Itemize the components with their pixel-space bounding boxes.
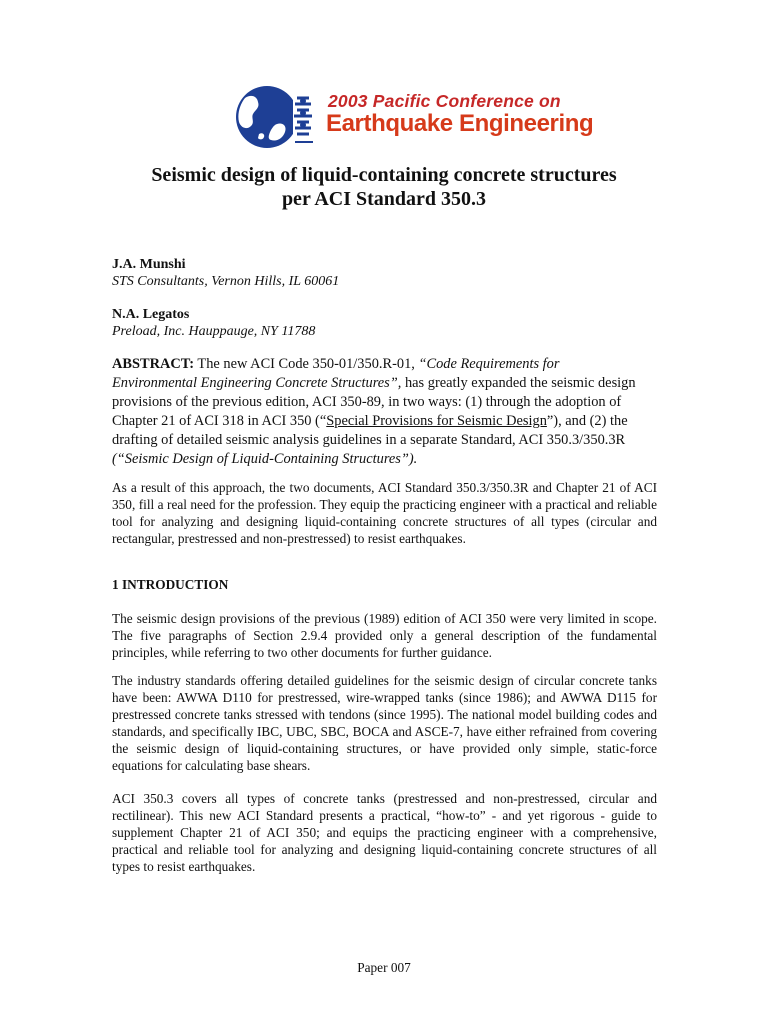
paper-title	[0, 163, 768, 211]
logo-line-1: 2003 Pacific Conference on	[328, 91, 561, 111]
author-name: J.A. Munshi	[112, 257, 186, 272]
author-1	[112, 256, 339, 290]
body-paragraph: The industry standards offering detailed guidelines for the seismic design of circular concrete tanks have been: AWWA D110 for prestressed, wire-wrapped tanks (since 1986); and AWWA D115 for prestressed concrete tanks stressed with tendons (since 1995). The national model building codes and standards, and specifically IBC, UBC, SBC, BOCA and ASCE-7, have either refrained from covering the seismic design of liquid-containing structures, or have provided only simple, static-force equations for calculating base shears.	[112, 673, 657, 773]
body-paragraph: ACI 350.3 covers all types of concrete tanks (prestressed and non-prestressed, circular and rectilinear). This new ACI Standard presents a practical, “how-to” - and yet rigorous - guide to supplement Chapter 21 of ACI 350; and equips the practicing engineer with a comprehensive, practical and reliable tool for analyzing and designing liquid-containing concrete structures of all types to resist earthquakes.	[112, 791, 657, 874]
author-2	[112, 306, 315, 340]
author-name: N.A. Legatos	[112, 307, 190, 322]
abstract-code-title: “Code Requirements for Environmental Engineering Concrete Structures”,	[112, 356, 560, 391]
abstract-label: ABSTRACT:	[112, 356, 195, 372]
abstract-text: ”), and (2) the drafting of detailed seismic analysis guidelines in a separate Standard, ACI 350.3/350.3R	[112, 413, 628, 448]
abstract-standard-title: (“Seismic Design of Liquid-Containing Structures”).	[112, 451, 418, 467]
abstract-text: has greatly expanded the seismic design provisions of the previous edition, ACI 350-89, in two ways: (1) through the adoption of Chapter 21 of ACI 318 in ACI 350 (“	[112, 375, 636, 429]
abstract-link[interactable]: Special Provisions for Seismic Design	[326, 413, 547, 429]
body-paragraph: As a result of this approach, the two documents, ACI Standard 350.3/350.3R and Chapter 21 of ACI 350, fill a real need for the profession. They equip the practicing engineer with a practical and reliable tool for analyzing and designing liquid-containing concrete structures of all types (circular and rectangular, prestressed and non-prestressed) to resist earthquakes.	[112, 480, 657, 546]
abstract	[112, 355, 642, 469]
globe-seismograph-icon	[231, 84, 329, 150]
author-affiliation: Preload, Inc. Hauppauge, NY 11788	[112, 324, 316, 339]
section-heading: 1 INTRODUCTION	[112, 577, 229, 592]
paper-number: Paper 007	[357, 960, 411, 975]
author-affiliation: STS Consultants, Vernon Hills, IL 60061	[112, 274, 340, 289]
title-line-1: Seismic design of liquid-containing concrete structures	[151, 164, 617, 186]
body-paragraph: The seismic design provisions of the previous (1989) edition of ACI 350 were very limited in scope. The five paragraphs of Section 2.9.4 provided only a general description of the fundamental principles, while referring to two other documents for further guidance.	[112, 611, 657, 660]
title-line-2: per ACI Standard 350.3	[281, 188, 487, 210]
logo-line-2: Earthquake Engineering	[326, 110, 594, 137]
conference-logo	[231, 84, 594, 150]
abstract-text: The new ACI Code 350-01/350.R-01,	[194, 356, 419, 372]
